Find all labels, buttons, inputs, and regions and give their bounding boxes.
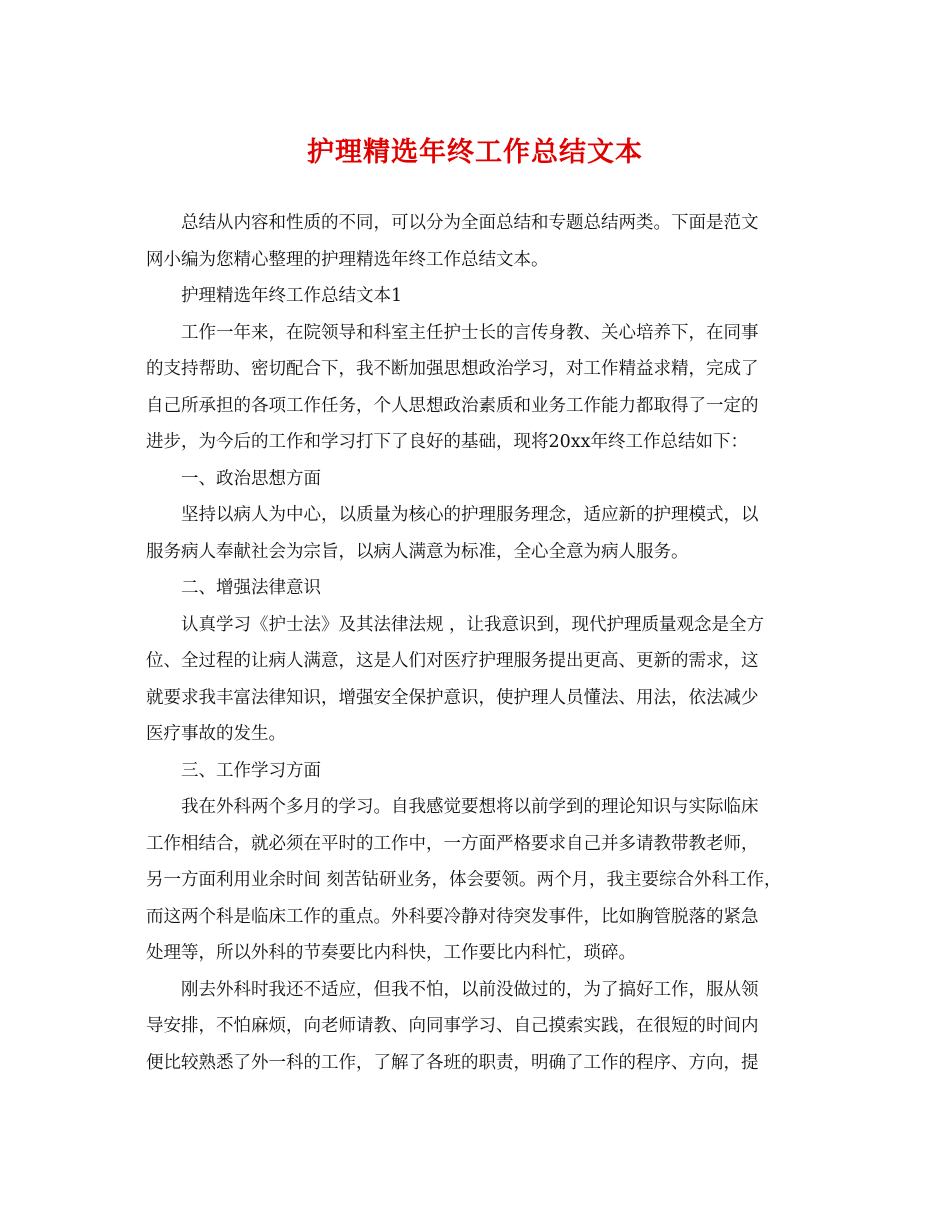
document-body <box>146 205 814 1081</box>
document-title: 护理精选年终工作总结文本 <box>307 137 643 168</box>
text-line: 的支持帮助、密切配合下，我不断加强思想政治学习，对工作精益求精，完成了 <box>146 359 759 379</box>
text-line: 处理等，所以外科的节奏要比内科快，工作要比内科忙，琐碎。 <box>146 943 636 963</box>
text-line: 工作相结合，就必须在平时的工作中，一方面严格要求自己并多请教带教老师， <box>146 833 759 854</box>
text-line: 便比较熟悉了外一科的工作，了解了各班的职责，明确了工作的程序、方向，提 <box>146 1052 759 1073</box>
text-line: 网小编为您精心整理的护理精选年终工作总结文本。 <box>146 249 549 270</box>
text-line: 坚持以病人为中心，以质量为核心的护理服务理念，适应新的护理模式，以 <box>181 505 759 525</box>
text-line: 二、增强法律意识 <box>181 578 321 598</box>
text-line: 工作一年来，在院领导和科室主任护士长的言传身教、关心培养下，在同事 <box>181 322 759 343</box>
text-line: 一、政治思想方面 <box>181 468 321 489</box>
text-line: 自己所承担的各项工作任务，个人思想政治素质和业务工作能力都取得了一定的 <box>146 395 759 416</box>
text-line: 认真学习《护士法》及其法律法规 ，让我意识到，现代护理质量观念是全方 <box>181 614 765 635</box>
text-line: 就要求我丰富法律知识，增强安全保护意识，使护理人员懂法、用法，依法减少 <box>146 687 759 708</box>
text-line: 位、全过程的让病人满意，这是人们对医疗护理服务提出更高、更新的需求，这 <box>146 651 759 671</box>
text-line: 护理精选年终工作总结文本1 <box>181 286 403 306</box>
text-line: 我在外科两个多月的学习。自我感觉要想将以前学到的理论知识与实际临床 <box>181 797 759 817</box>
text-line: 医疗事故的发生。 <box>146 724 286 744</box>
text-line: 另一方面利用业余时间 刻苦钻研业务，体会要领。两个月，我主要综合外科工作， <box>146 870 782 890</box>
text-line: 而这两个科是临床工作的重点。外科要冷静对待突发事件，比如胸管脱落的紧急 <box>146 906 759 927</box>
text-line: 导安排，不怕麻烦，向老师请教、向同事学习、自己摸索实践，在很短的时间内 <box>146 1016 759 1036</box>
text-line: 三、工作学习方面 <box>181 760 321 781</box>
text-line: 服务病人奉献社会为宗旨，以病人满意为标准，全心全意为病人服务。 <box>146 541 689 562</box>
text-line: 刚去外科时我还不适应，但我不怕，以前没做过的，为了搞好工作，服从领 <box>181 979 759 1000</box>
text-line: 进步，为今后的工作和学习打下了良好的基础，现将20xx年终工作总结如下： <box>146 432 749 452</box>
text-line: 总结从内容和性质的不同，可以分为全面总结和专题总结两类。下面是范文 <box>181 213 759 233</box>
